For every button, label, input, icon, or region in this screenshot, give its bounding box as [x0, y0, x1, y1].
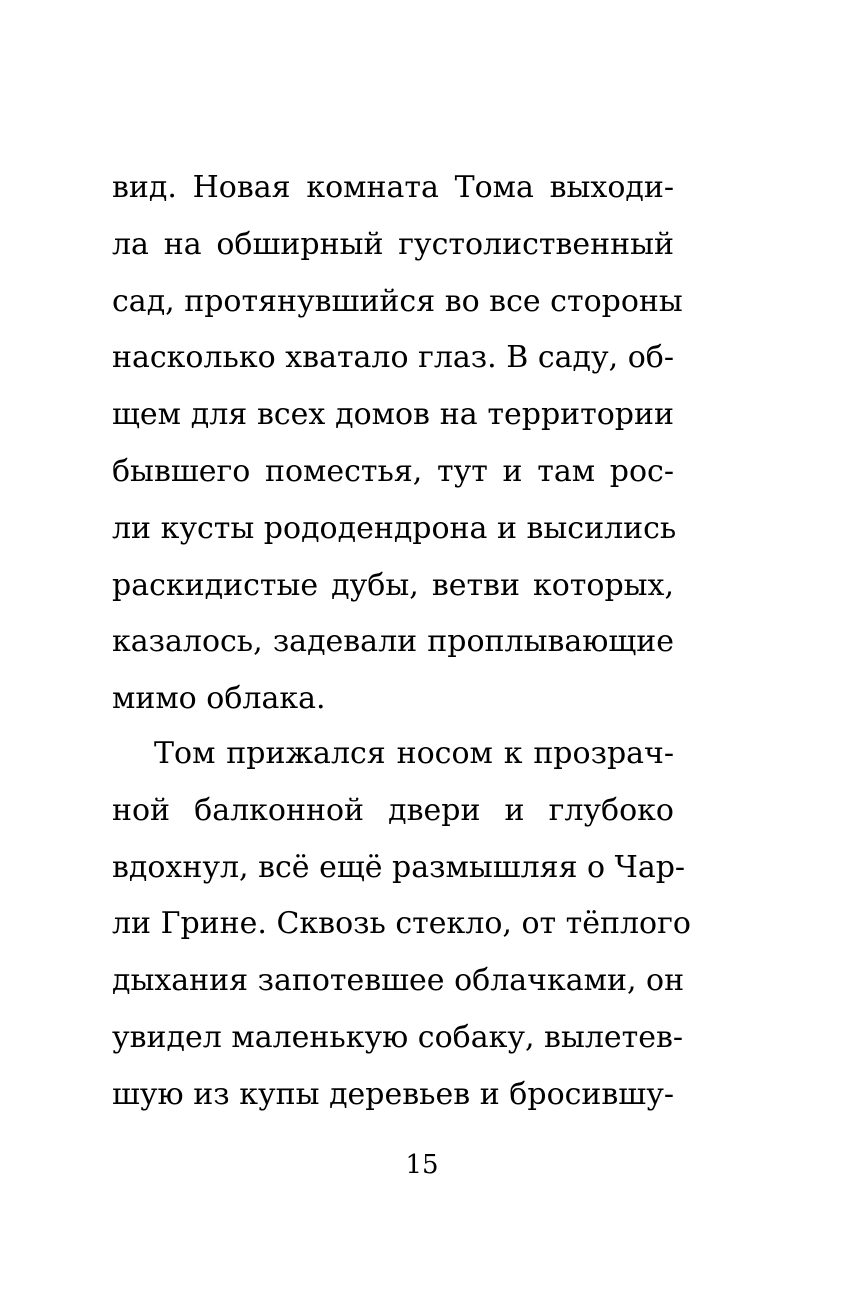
text-line: увидел маленькую собаку, вылетев- — [112, 1019, 684, 1055]
text-line: насколько хватало глаз. В саду, об- — [112, 340, 674, 376]
text-line: дыхания запотевшее облачками, он — [112, 963, 685, 999]
text-line: казалось, задевали проплывающие — [112, 624, 674, 660]
text-line: вид. Новая комната Тома выходи- — [112, 170, 674, 205]
paragraph-2 — [112, 726, 691, 1124]
text-line: шую из купы деревьев и бросившу- — [112, 1076, 674, 1112]
text-line: ла на обширный густолиственный — [112, 226, 674, 262]
text-line: бывшего поместья, тут и там рос- — [112, 453, 674, 489]
text-line: сад, протянувшийся во все стороны — [112, 283, 683, 319]
text-line: ли кусты рододендрона и высились — [112, 510, 677, 546]
text-line: раскидистые дубы, ветви которых, — [112, 567, 674, 603]
text-line: мимо облака. — [112, 681, 326, 717]
text-line: ли Грине. Сквозь стекло, от тёплого — [112, 906, 691, 942]
paragraph-1 — [112, 160, 683, 728]
page-number: 15 — [405, 1150, 439, 1180]
text-line: щем для всех домов на территории — [112, 397, 674, 433]
text-line: вдохнул, всё ещё размышляя о Чар- — [112, 849, 686, 885]
text-line: ной балконной двери и глубоко — [112, 792, 674, 828]
text-line: Том прижался носом к прозрач- — [154, 736, 674, 771]
